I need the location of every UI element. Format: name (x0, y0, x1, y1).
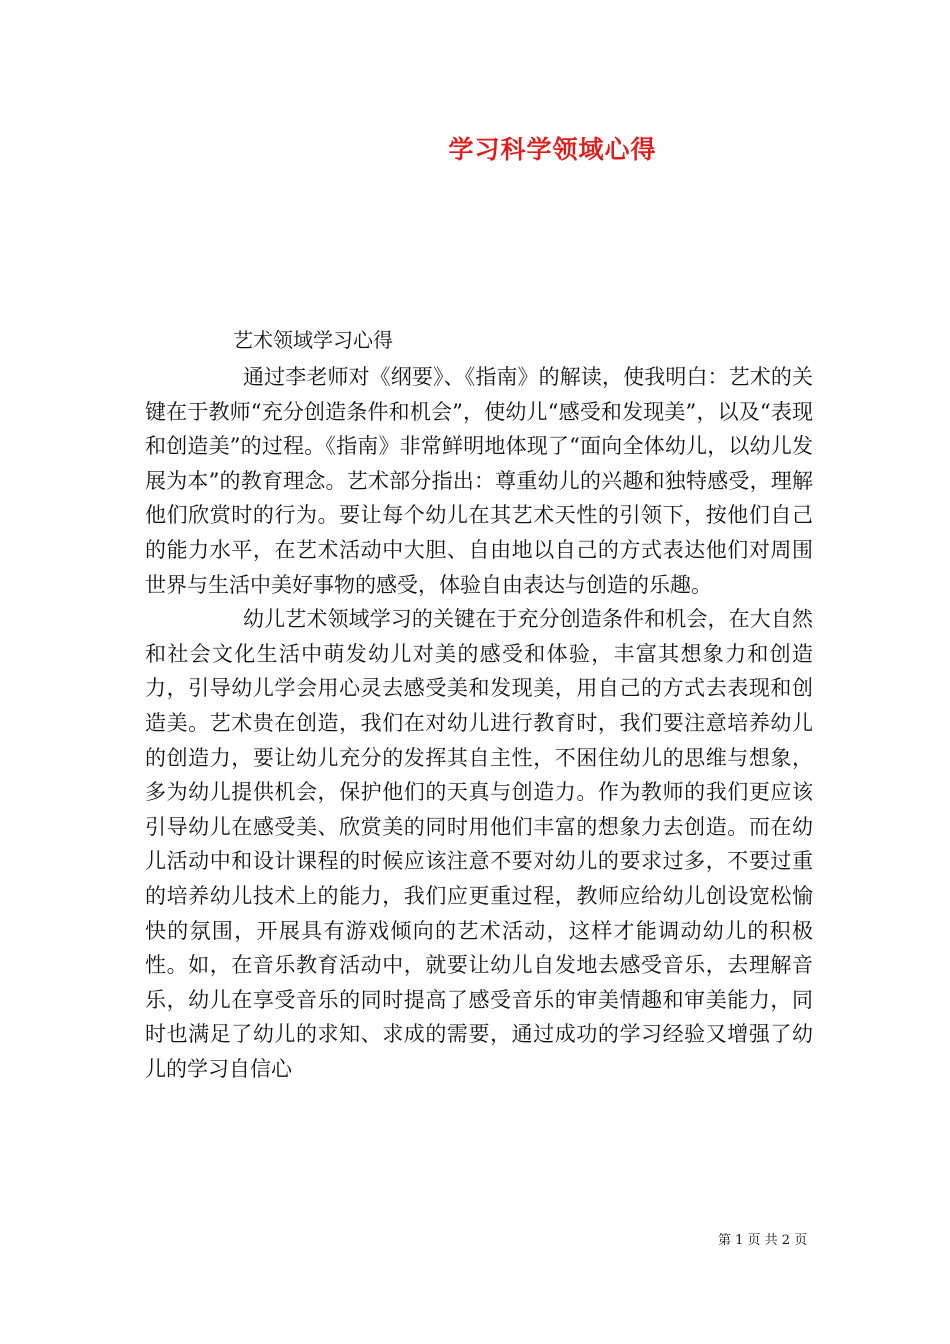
paragraph-1: 通过李老师对《纲要》、《指南》的解读，使我明白：艺术的关键在于教师“充分创造条件和机会”，使幼儿“感受和发现美”，以及“表现和创造美”的过程。《指南》非常鲜明地体现了“面向全体幼儿，以幼儿发展为本”的教育理念。艺术部分指出：尊重幼儿的兴趣和独特感受，理解他们欣赏时的行为。要让每个幼儿在其艺术天性的引领下，按他们自己的能力水平，在艺术活动中大胆、自由地以自己的方式表达他们对周围世界与生活中美好事物的感受，体验自由表达与创造的乐趣。 (145, 365, 813, 597)
section-subtitle: 艺术领域学习心得 (233, 328, 393, 352)
document-title: 学习科学领域心得 (448, 135, 657, 164)
document-body (145, 360, 813, 1086)
paragraph-2: 幼儿艺术领域学习的关键在于充分创造条件和机会，在大自然和社会文化生活中萌发幼儿对美的感受和体验，丰富其想象力和创造力，引导幼儿学会用心灵去感受美和发现美，用自己的方式去表现和创造美。艺术贵在创造，我们在对幼儿进行教育时，我们要注意培养幼儿的创造力，要让幼儿充分的发挥其自主性，不困住幼儿的思维与想象，多为幼儿提供机会，保护他们的天真与创造力。作为教师的我们更应该引导幼儿在感受美、欣赏美的同时用他们丰富的想象力去创造。而在幼儿活动中和设计课程的时候应该注意不要对幼儿的要求过多，不要过重的培养幼儿技术上的能力，我们应更重过程，教师应给幼儿创设宽松愉快的氛围，开展具有游戏倾向的艺术活动，这样才能调动幼儿的积极性。如，在音乐教育活动中，就要让幼儿自发地去感受音乐，去理解音乐，幼儿在享受音乐的同时提高了感受音乐的审美情趣和审美能力，同时也满足了幼儿的求知、求成的需要，通过成功的学习经验又增强了幼儿的学习自信心 (145, 607, 813, 1081)
page-number-footer: 第 1 页 共 2 页 (718, 1233, 808, 1248)
